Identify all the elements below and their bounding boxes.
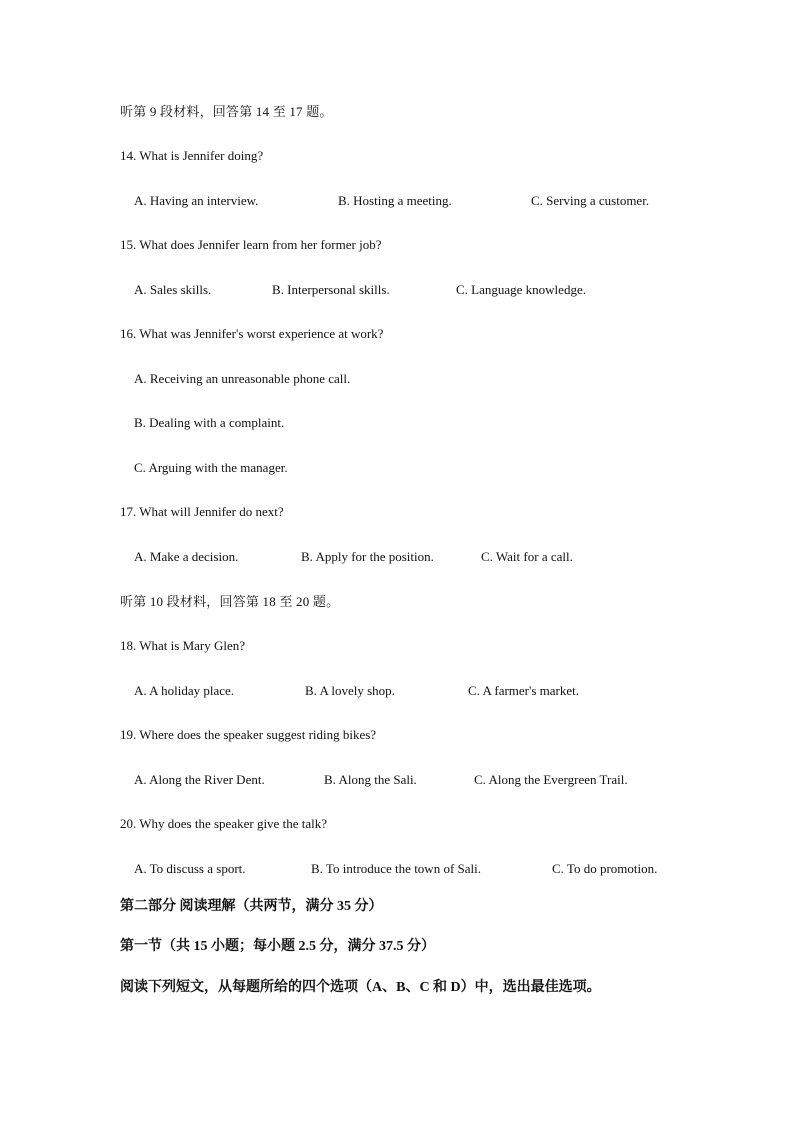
question-20: 20. Why does the speaker give the talk? — [120, 816, 327, 831]
question-19: 19. Where does the speaker suggest riding bikes? — [120, 727, 377, 742]
question-16: 16. What was Jennifer's worst experience at work? — [120, 326, 384, 341]
q19-option-b: B. Along the Sali. — [324, 772, 417, 787]
q18-option-a: A. A holiday place. — [134, 683, 235, 698]
q16-option-b: B. Dealing with a complaint. — [134, 415, 285, 430]
q16-option-a: A. Receiving an unreasonable phone call. — [134, 371, 351, 386]
question-14: 14. What is Jennifer doing? — [120, 148, 264, 163]
q18-option-c: C. A farmer's market. — [468, 683, 580, 698]
q15-option-c: C. Language knowledge. — [456, 282, 586, 297]
q17-option-a: A. Make a decision. — [134, 549, 239, 564]
q18-option-b: B. A lovely shop. — [305, 683, 395, 698]
section-9-header: 听第 9 段材料，回答第 14 至 17 题。 — [120, 104, 333, 119]
q17-option-c: C. Wait for a call. — [481, 549, 573, 564]
q14-option-a: A. Having an interview. — [134, 193, 259, 208]
q15-option-b: B. Interpersonal skills. — [272, 282, 390, 297]
section-10-header: 听第 10 段材料，回答第 18 至 20 题。 — [120, 594, 340, 609]
question-18: 18. What is Mary Glen? — [120, 638, 246, 653]
q14-option-b: B. Hosting a meeting. — [338, 193, 452, 208]
q19-option-a: A. Along the River Dent. — [134, 772, 265, 787]
part-2-title: 第二部分 阅读理解（共两节，满分 35 分） — [120, 899, 383, 914]
q16-option-c: C. Arguing with the manager. — [134, 460, 288, 475]
q20-option-a: A. To discuss a sport. — [134, 861, 246, 876]
q14-option-c: C. Serving a customer. — [531, 193, 650, 208]
q20-option-b: B. To introduce the town of Sali. — [311, 861, 481, 876]
section-1-title: 第一节（共 15 小题；每小题 2.5 分，满分 37.5 分） — [120, 939, 435, 954]
q17-option-b: B. Apply for the position. — [301, 549, 434, 564]
q15-option-a: A. Sales skills. — [134, 282, 212, 297]
question-15: 15. What does Jennifer learn from her former job? — [120, 237, 382, 252]
reading-instructions: 阅读下列短文，从每题所给的四个选项（A、B、C 和 D）中，选出最佳选项。 — [120, 980, 601, 995]
question-17: 17. What will Jennifer do next? — [120, 504, 284, 519]
q19-option-c: C. Along the Evergreen Trail. — [474, 772, 628, 787]
q20-option-c: C. To do promotion. — [552, 861, 658, 876]
